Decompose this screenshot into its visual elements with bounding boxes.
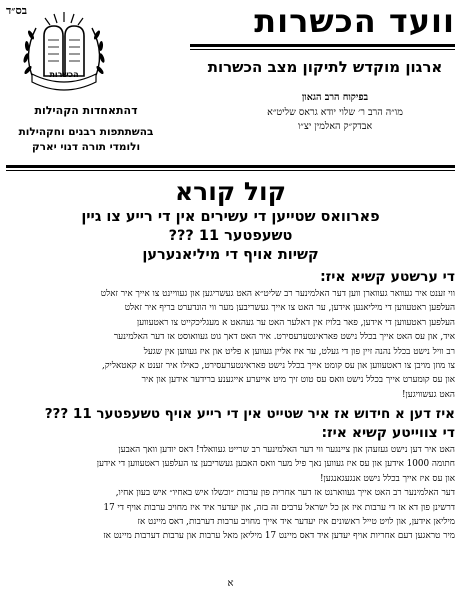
org-subtitle: ארגון מוקדש לתיקון מצב הכשרות [207,58,443,76]
supervision-line-1: בפיקוח הרב הגאון [301,92,369,103]
body-line: העלפען ראטעווען די אידען, פאר בלויז אין דאלער האט ער געהאט א מעגליכקייט צו ראטעווען [136,317,455,328]
title-rule-thin [190,49,455,50]
body-line: און עס איז אייך בכלל נישט אנגעגאנגען! [320,473,455,484]
body-line: מיליאן אידען, און לויט טייל ראשונים איז יעדער איד אייך מחויב ערבות דערבות, דאס מיינט אז [137,517,455,528]
section-2-subheading: די צווייטע קשיא איז: [321,425,455,441]
header-divider-thin [6,170,455,171]
org-federation: דהתאחדות הקהילות [34,104,138,117]
kol-kore-title: קול קורא [174,177,287,206]
body-line: האט געשוויגען! [401,389,455,400]
headline-line-1: פארוואס שטייען די עשירים אין די רייע צו גיין [81,209,380,225]
body-line: מיר טראגען דעם אחריות אויף יעדען איד דאס מיינט 17 מיליאן מאל ערבות און ערבות דערבות מיינט אז [103,531,455,542]
headline-line-2: טשעפטער 11 ??? [168,228,293,244]
headline-line-3: קשיות אויף די מיליאנערען [142,247,319,263]
body-line: און עס קומערט אייך בכלל נישט וואס עס טוט זיך מיט אייערע אייגענע ברידער אידען און איר [141,375,455,386]
supervision-line-2: מו״ה הרב ר׳ שלוי יודא גראס שליט״א [267,107,403,118]
header-divider-thick [6,165,455,168]
org-torah-learners: ולומדי תורה דנוי יארק [31,141,141,153]
org-title: וועד הכשרות [254,2,455,40]
org-participation: בהשתתפות רבנים וחקהילות [18,126,154,138]
body-line: העלפען ראטעווען די מיליאנען אידען, ער האט צו אייך געשריבען מער ווי הונדערט בריף איר זאלט [124,303,455,314]
body-line: ווי זענט איר געוואר געווארן ווען דער האלמינער רב שליט״א האט געשריגען און געוויינט צו אייך איר זאלט [100,289,455,299]
body-line: דער האלמינער רב האט אייך געווארנט אז דער אחרית פון ערבות ״וכשלו איש באחיו״ איש בעון אחיו, [115,488,455,499]
body-line: צו מוזן מויבן צו ראטעווען און עס קומט אייך בכלל נישט פאראינטערעסירט, כאילו איר זענט א קאטאליק, [102,361,455,372]
body-line: רב וויל נישט בכלל נהנה זיין פון די געלט, ער איז אליין געווען א פליט און איז געווען אין שגעל [143,346,455,357]
body-line: חתומה 1000 אידען און עס איז געווען נאך פיל מער וואס האבען געשריבען צו העלפען ראטעווען די אידען [96,459,455,470]
section-2-heading: איז דען א חידוש אז איר שטייט אין די רייע אויף טשעפטער 11 ??? [44,406,455,422]
bsd-mark: בס״ד [6,4,28,17]
section-1-body [6,287,455,402]
supervision-line-3: אבדק״ק האלמין יצ״ו [297,121,373,132]
page-number: א [227,578,234,589]
section-2-body [6,443,455,544]
title-rule-thick [190,44,455,47]
body-line: איד, און עס האט אייך בכלל נישט פאראינטערעסירט. איר האט דאך גוט געוואוסט אז דער האלמינער [113,332,455,343]
body-line: דרשינן פון דא אז די ערבות איז אן כל ישראל ערבים זה בזה, און יעדער איד איז מחויב ערבות אויף די 17 [103,502,455,513]
logo-banner-text: הכשרות [49,70,79,79]
tablets-logo-icon [14,10,114,92]
section-1-heading: די ערשטע קשיא איז: [320,269,455,285]
body-line: האט איר דען נישט געזעהן און ציינגער ווי דער האלמינער רב שרייט געוואלד! דאס יודען וואך האבען [118,445,455,455]
